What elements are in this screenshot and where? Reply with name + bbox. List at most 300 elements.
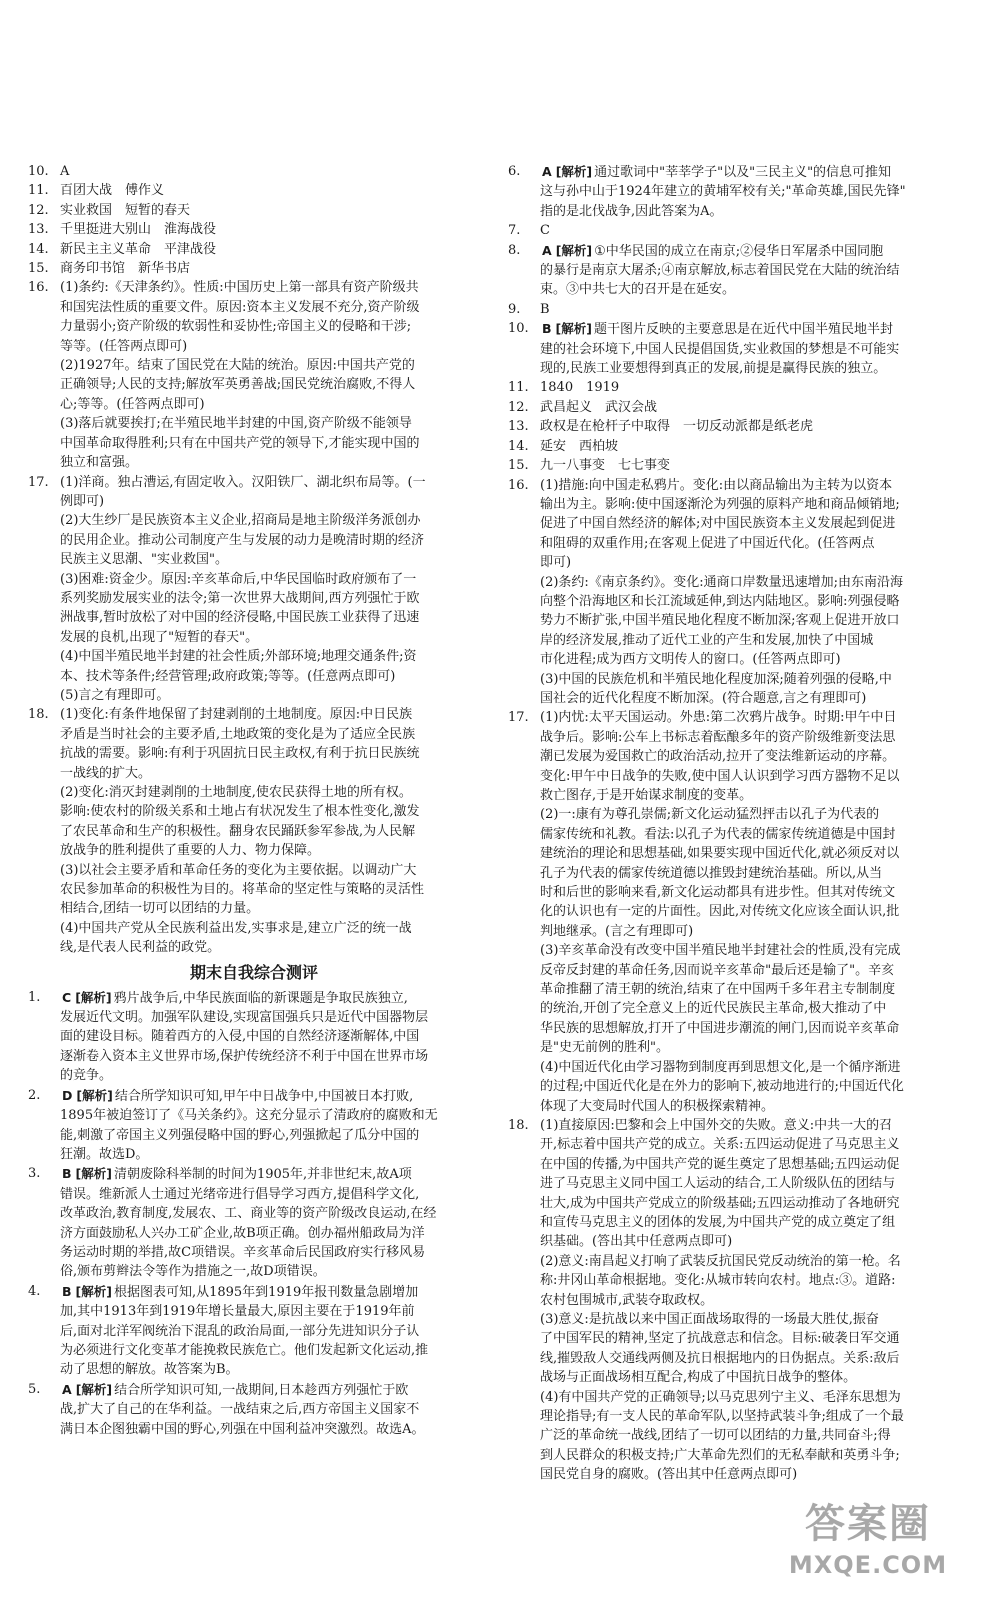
answer-line xyxy=(540,261,976,280)
answer-line xyxy=(540,631,976,650)
answer-line xyxy=(540,378,976,397)
line-text: 例即可) xyxy=(60,493,105,509)
question-number: 10. xyxy=(508,321,529,337)
answer-line xyxy=(540,241,976,261)
analysis-label: [解析] xyxy=(76,1087,113,1103)
answer-line xyxy=(540,495,976,514)
answer-line xyxy=(540,611,976,630)
line-text: 狂潮。故选D。 xyxy=(60,1146,149,1162)
analysis-label: [解析] xyxy=(75,1381,113,1397)
answer-line xyxy=(540,398,976,417)
answer-line xyxy=(60,531,480,550)
answer-text xyxy=(540,476,976,709)
answer-line xyxy=(540,902,976,921)
answer-line xyxy=(60,278,480,297)
answer-line xyxy=(540,1349,976,1368)
line-text: 政权是在枪杆子中取得 一切反动派都是纸老虎 xyxy=(540,419,814,435)
line-text: 是"史无前例的胜利"。 xyxy=(540,1040,669,1056)
line-text: 线,摧毁敌人交通线两侧及抗日根据地内的日伪据点。关系:敌后 xyxy=(540,1350,900,1366)
answer-line xyxy=(60,764,480,783)
question-number: 18. xyxy=(28,707,49,723)
answer-item xyxy=(28,1282,480,1380)
line-text: 救亡图存,于是开始谋求制度的变革。 xyxy=(540,788,753,803)
line-text: 放战争的胜利提供了重要的人力、物力保障。 xyxy=(60,843,321,859)
line-text: 九一八事变 七七事变 xyxy=(540,458,671,474)
question-number: 4. xyxy=(28,1283,41,1299)
answer-line xyxy=(540,1310,976,1329)
line-text: B xyxy=(540,301,550,317)
answer-item xyxy=(508,437,976,456)
line-text: 1895年被迫签订了《马关条约》。这充分显示了清政府的腐败和无 xyxy=(60,1108,438,1124)
answer-line xyxy=(540,1407,976,1426)
answer-line xyxy=(540,747,976,766)
answer-line xyxy=(540,1135,976,1154)
line-text: 错误。维新派人士通过光绪帝进行倡导学习西方,提倡科学文化, xyxy=(60,1186,420,1202)
answer-line xyxy=(60,1086,480,1106)
answer-line xyxy=(540,999,976,1018)
answer-line xyxy=(540,767,976,786)
answer-line xyxy=(60,744,480,763)
answer-item xyxy=(508,1116,976,1485)
line-text: 俗,颁布剪辫法令等作为措施之一,故D项错误。 xyxy=(60,1264,326,1280)
answer-line xyxy=(540,1174,976,1193)
line-text: 实业救国 短暂的春天 xyxy=(60,202,191,218)
answer-text xyxy=(60,988,480,1086)
question-number: 2. xyxy=(28,1087,41,1103)
answer-line xyxy=(60,511,480,530)
line-text: 1840 1919 xyxy=(540,380,620,396)
answer-item xyxy=(28,1086,480,1165)
question-number: 5. xyxy=(28,1381,41,1397)
line-text: 本、技术等条件;经营管理;政府政策;等等。(任意两点即可) xyxy=(60,668,396,684)
question-number: 16. xyxy=(28,280,49,296)
line-text: (1)条约:《天津条约》。性质:中国历史上第一部具有资产阶级共 xyxy=(60,280,419,296)
line-text: 指的是北伐战争,因此答案为A。 xyxy=(540,203,723,219)
answer-item xyxy=(28,1164,480,1281)
line-text: 为必须进行文化变革才能挽救民族危亡。他们发起新文化运动,推 xyxy=(60,1342,429,1358)
question-number: 13. xyxy=(28,222,49,238)
line-text: 心;等等。(任答两点即可) xyxy=(60,396,205,412)
line-text: (4)中国近代化由学习器物到制度再到思想文化,是一个循序渐进 xyxy=(540,1059,901,1075)
line-text: 的过程;中国近代化是在外力的影响下,被动地进行的;中国近代化 xyxy=(540,1079,904,1095)
answer-item xyxy=(28,181,480,200)
answer-line xyxy=(60,1360,480,1379)
answer-line xyxy=(540,573,976,592)
line-text: 即可) xyxy=(540,555,572,571)
line-text: 改革政治,教育制度,发展农、工、商业等的资产阶级改良运动,在经 xyxy=(60,1206,437,1222)
answer-text xyxy=(540,1116,976,1485)
answer-line xyxy=(540,689,976,708)
line-text: 后,面对北洋军阀统治下混乱的政治局面,一部分先进知识分子认 xyxy=(60,1323,420,1339)
answer-line xyxy=(60,1341,480,1360)
line-text: 和宣传马克思主义的团体的发展,为中国共产党的成立奠定了组 xyxy=(540,1214,896,1230)
answer-line xyxy=(60,1185,480,1204)
line-text: (1)直接原因:巴黎和会上中国外交的失败。意义:中共一大的召 xyxy=(540,1117,893,1133)
answer-line xyxy=(60,550,480,569)
line-text: (4)中国半殖民地半封建的社会性质;外部环境;地理交通条件;资 xyxy=(60,649,417,665)
line-text: 国社会的近代化程度不断加深。(符合题意,言之有理即可) xyxy=(540,690,867,706)
answer-line xyxy=(60,181,480,200)
answer-line xyxy=(540,437,976,456)
answer-line xyxy=(60,1008,480,1027)
answer-line xyxy=(540,1038,976,1057)
line-text: 发展的良机,出现了"短暂的春天"。 xyxy=(60,629,259,645)
answer-choice: B xyxy=(62,1283,72,1299)
answer-line xyxy=(60,1047,480,1066)
line-text: 广泛的革命统一战线,团结了一切可以团结的力量,共同奋斗;得 xyxy=(540,1428,891,1444)
line-text: 延安 西柏坡 xyxy=(540,438,619,454)
line-text: 武昌起义 武汉会战 xyxy=(540,399,658,415)
line-text: 相结合,团结一切可以团结的力量。 xyxy=(60,901,260,917)
answer-line xyxy=(60,453,480,472)
line-text: 清朝废除科举制的时间为1905年,并非世纪末,故A项 xyxy=(113,1167,412,1183)
answer-line xyxy=(540,534,976,553)
answer-text xyxy=(540,437,976,456)
answer-line xyxy=(60,220,480,239)
line-text: 革命推翻了清王朝的统治,结束了在中国两千多年君主专制制度 xyxy=(540,982,896,998)
answer-line xyxy=(540,864,976,883)
line-text: 化的认识也有一定的片面性。因此,对传统文化应该全面认识,批 xyxy=(540,904,900,920)
line-text: (2)一:康有为尊孔崇儒;新文化运动猛烈抨击以孔子为代表的 xyxy=(540,807,880,823)
answer-line xyxy=(540,825,976,844)
answer-text xyxy=(60,220,480,239)
answer-line xyxy=(60,589,480,608)
question-number: 16. xyxy=(508,477,529,493)
answer-line xyxy=(540,1271,976,1290)
line-text: 中国革命取得胜利;只有在中国共产党的领导下,才能实现中国的 xyxy=(60,435,420,451)
line-text: 一战线的扩大。 xyxy=(60,765,152,781)
answer-line xyxy=(540,941,976,960)
line-text: (2)条约:《南京条约》。变化:通商口岸数量迅速增加;由东南沿海 xyxy=(540,574,904,590)
answer-line xyxy=(60,434,480,453)
answer-line xyxy=(60,395,480,414)
answer-line xyxy=(60,1400,480,1419)
line-text: (3)意义:是抗战以来中国正面战场取得的一场最大胜仗,振奋 xyxy=(540,1311,879,1327)
answer-line xyxy=(60,1282,480,1302)
answer-item xyxy=(28,705,480,957)
question-number: 8. xyxy=(508,242,521,258)
answer-item xyxy=(508,300,976,319)
watermark-logo xyxy=(748,1498,988,1594)
answer-line xyxy=(540,1252,976,1271)
answer-line xyxy=(60,628,480,647)
answer-line xyxy=(540,844,976,863)
line-text: 正确领导;人民的支持;解放军英勇善战;国民党统治腐败,不得人 xyxy=(60,377,416,393)
answer-item xyxy=(508,319,976,378)
answer-line xyxy=(60,1243,480,1262)
left-column xyxy=(28,162,480,1439)
answer-text xyxy=(60,162,480,181)
question-number: 14. xyxy=(508,438,529,454)
answer-line xyxy=(540,1058,976,1077)
line-text: 满日本企图独霸中国的野心,列强在中国利益冲突激烈。故选A。 xyxy=(60,1421,425,1437)
line-text: (2)大生纱厂是民族资本主义企业,招商局是地主阶级洋务派创办 xyxy=(60,513,421,529)
answer-line xyxy=(540,1077,976,1096)
answer-line xyxy=(60,1262,480,1281)
answer-line xyxy=(60,492,480,511)
answer-text xyxy=(540,417,976,436)
answer-line xyxy=(540,340,976,359)
answer-line xyxy=(60,1224,480,1243)
answer-choice: A xyxy=(542,242,552,258)
line-text: (5)言之有理即可。 xyxy=(60,687,170,703)
question-number: 13. xyxy=(508,419,529,435)
analysis-label: [解析] xyxy=(555,321,592,337)
answer-text xyxy=(60,1282,480,1380)
answer-item xyxy=(508,417,976,436)
answer-line xyxy=(540,300,976,319)
answer-text xyxy=(540,319,976,378)
answer-line xyxy=(60,1126,480,1145)
answer-line xyxy=(540,1213,976,1232)
question-number: 11. xyxy=(508,380,529,396)
line-text: 进了马克思主义同中国工人运动的结合,工人阶级队伍的团结与 xyxy=(540,1176,896,1192)
answer-line xyxy=(60,375,480,394)
answer-item xyxy=(28,259,480,278)
answer-line xyxy=(540,514,976,533)
answer-item xyxy=(28,473,480,706)
answer-text xyxy=(60,240,480,259)
answer-text xyxy=(60,705,480,957)
line-text: 变化:甲午中日战争的失败,使中国人认识到学习西方器物不足以 xyxy=(540,768,900,784)
answer-line xyxy=(540,1426,976,1445)
answer-line xyxy=(60,705,480,724)
answer-choice: B xyxy=(542,321,552,337)
answer-choice: C xyxy=(62,989,72,1005)
line-text: (3)困难:资金少。原因:辛亥革命后,中华民国临时政府颁布了一 xyxy=(60,571,417,587)
line-text: 束。③中共七大的召开是在延安。 xyxy=(540,282,736,298)
section-title: 期末自我综合测评 xyxy=(189,962,318,982)
line-text: (1)内忧:太平天国运动。外患:第二次鸦片战争。时期:甲午中日 xyxy=(540,710,897,726)
question-number: 15. xyxy=(508,458,529,474)
answer-line xyxy=(60,861,480,880)
line-text: 到人民群众的积极支持;广大革命先烈们的无私奉献和英勇斗争; xyxy=(540,1447,900,1463)
answer-line xyxy=(60,899,480,918)
question-number: 6. xyxy=(508,164,521,179)
answer-line xyxy=(60,1380,480,1400)
line-text: (3)以社会主要矛盾和革命任务的变化为主要依据。以调动广大 xyxy=(60,862,417,878)
line-text: 线,是代表人民利益的政党。 xyxy=(60,940,221,956)
answer-line xyxy=(540,980,976,999)
answer-line xyxy=(540,650,976,669)
answer-line xyxy=(540,162,976,182)
line-text: 根据图表可知,从1895年到1919年报刊数量急剧增加 xyxy=(113,1284,419,1300)
answer-line xyxy=(60,725,480,744)
line-text: 理论指导;有一支人民的革命军队,以坚持武装斗争;组成了一个最 xyxy=(540,1409,904,1424)
line-text: 影响:使农村的阶级关系和土地占有状况发生了根本性变化,激发 xyxy=(60,804,420,820)
answer-line xyxy=(540,1291,976,1310)
answer-line xyxy=(540,456,976,475)
answer-line xyxy=(540,1097,976,1116)
line-text: 洲战事,暂时放松了对中国的经济侵略,中国民族工业获得了迅速 xyxy=(60,610,420,626)
answer-line xyxy=(540,202,976,221)
answer-line xyxy=(60,414,480,433)
answer-line xyxy=(540,1116,976,1135)
line-text: 战场与正面战场相互配合,构成了中国抗日战争的整体。 xyxy=(540,1370,857,1386)
line-text: 建的社会环境下,中国人民提倡国货,实业救国的梦想是不可能实 xyxy=(540,341,900,357)
line-text: 向整个沿海地区和长江流域延伸,到达内陆地区。影响:列强侵略 xyxy=(540,593,900,609)
line-text: 和阻碍的双重作用;在客观上促进了中国近代化。(任答两点 xyxy=(540,535,875,551)
line-text: 岸的经济发展,推动了近代工业的产生和发展,加快了中国城 xyxy=(540,632,874,648)
line-text: 市化进程;成为西方文明传人的窗口。(任答两点即可) xyxy=(540,652,841,668)
answer-line xyxy=(540,1194,976,1213)
line-text: 了农民革命和生产的积极性。翻身农民踊跃参军参战,为人民解 xyxy=(60,823,416,839)
question-number: 15. xyxy=(28,261,49,277)
analysis-label: [解析] xyxy=(555,164,593,179)
answer-line xyxy=(60,1066,480,1085)
line-text: 输出为主。影响:使中国逐渐沦为列强的原料产地和商品倾销地; xyxy=(540,496,900,512)
answer-line xyxy=(60,647,480,666)
answer-line xyxy=(540,1368,976,1387)
answer-text xyxy=(60,1380,480,1439)
line-text: 题干图片反映的主要意思是在近代中国半殖民地半封 xyxy=(593,322,893,338)
answer-line xyxy=(60,337,480,356)
watermark-text: 答案圈 xyxy=(805,1501,931,1547)
answer-line xyxy=(60,841,480,860)
line-text: 这与孙中山于1924年建立的黄埔军校有关;"革命英雄,国民先锋" xyxy=(540,184,906,200)
answer-line xyxy=(60,1322,480,1341)
line-text: 商务印书馆 新华书店 xyxy=(60,261,191,277)
answer-item xyxy=(28,278,480,472)
line-text: 独立和富强。 xyxy=(60,455,139,471)
answer-text xyxy=(60,278,480,472)
line-text: 潮已发展为爱国救亡的政治活动,拉开了变法维新运动的序幕。 xyxy=(540,749,896,765)
answer-line xyxy=(540,728,976,747)
answer-line xyxy=(60,473,480,492)
answer-line xyxy=(540,786,976,805)
line-text: 战,扩大了自己的在华利益。一战结束之后,西方帝国主义国家不 xyxy=(60,1402,420,1418)
line-text: 的暴行是南京大屠杀;④南京解放,标志着国民党在大陆的统治结 xyxy=(540,263,900,279)
answer-text xyxy=(60,181,480,200)
analysis-label: [解析] xyxy=(555,242,593,258)
line-text: 了中国军民的精神,坚定了抗战意志和信念。目标:破袭日军交通 xyxy=(540,1331,900,1347)
line-text: 和国宪法性质的重要文件。原因:资本主义发展不充分,资产阶级 xyxy=(60,299,420,315)
line-text: 抗战的需要。影响:有利于巩固抗日民主政权,有利于抗日民族统 xyxy=(60,746,420,762)
line-text: 建统治的理论和思想基础,如果要实现中国近代化,就必须反对以 xyxy=(540,846,900,862)
answer-item xyxy=(28,240,480,259)
answer-line xyxy=(60,988,480,1008)
answer-line xyxy=(60,783,480,802)
answer-line xyxy=(540,883,976,902)
line-text: 系列奖励发展实业的法令;第一次世界大战期间,西方列强忙于欧 xyxy=(60,590,420,606)
line-text: 通过歌词中"莘莘学子"以及"三民主义"的信息可推知 xyxy=(594,165,892,180)
answer-line xyxy=(60,240,480,259)
line-text: 开,标志着中国共产党的成立。关系:五四运动促进了马克思主义 xyxy=(540,1137,900,1153)
question-number: 7. xyxy=(508,223,521,239)
line-text: 面的建设目标。随着西方的入侵,中国的自然经济逐渐解体,中国 xyxy=(60,1029,420,1045)
line-text: (2)变化:消灭封建剥削的土地制度,使农民获得土地的所有权。 xyxy=(60,785,412,800)
question-number: 10. xyxy=(28,164,49,179)
answer-line xyxy=(540,708,976,727)
answer-item xyxy=(508,456,976,475)
answer-line xyxy=(540,359,976,378)
line-text: 结合所学知识可知,甲午中日战争中,中国被日本打败, xyxy=(114,1088,414,1104)
answer-line xyxy=(60,608,480,627)
line-text: A xyxy=(60,164,70,179)
line-text: 的竞争。 xyxy=(60,1068,113,1084)
analysis-label: [解析] xyxy=(75,989,112,1005)
answer-line xyxy=(60,686,480,705)
line-text: (2)1927年。结束了国民党在大陆的统治。原因:中国共产党的 xyxy=(60,358,415,374)
answer-text xyxy=(540,456,976,475)
answer-text xyxy=(60,201,480,220)
answer-line xyxy=(60,667,480,686)
answer-item xyxy=(508,221,976,240)
line-text: 矛盾是当时社会的主要矛盾,土地政策的变化是为了适应全民族 xyxy=(60,726,416,742)
answer-line xyxy=(540,476,976,495)
question-number: 9. xyxy=(508,301,521,317)
answer-line xyxy=(60,317,480,336)
answer-line xyxy=(540,1232,976,1251)
answer-line xyxy=(540,1155,976,1174)
line-text: 力量弱小;资产阶级的软弱性和妥协性;帝国主义的侵略和干涉; xyxy=(60,319,412,335)
line-text: 千里挺进大别山 淮海战役 xyxy=(60,222,217,238)
question-number: 14. xyxy=(28,241,49,257)
answer-line xyxy=(60,1420,480,1439)
question-number: 18. xyxy=(508,1117,529,1133)
answer-line xyxy=(540,319,976,339)
line-text: 判地继承。(言之有理即可) xyxy=(540,923,694,939)
line-text: 现的,民族工业要想得到真正的发展,前提是赢得民族的独立。 xyxy=(540,361,887,377)
line-text: 结合所学知识可知,一战期间,日本趁西方列强忙于欧 xyxy=(114,1382,409,1398)
line-text: 织基础。(答出其中任意两点即可) xyxy=(540,1234,733,1250)
answer-line xyxy=(540,417,976,436)
answer-item xyxy=(28,1380,480,1439)
line-text: 称:井冈山革命根据地。变化:从城市转向农村。地点:③。道路: xyxy=(540,1273,896,1289)
line-text: 动了思想的解放。故答案为B。 xyxy=(60,1362,239,1378)
answer-line xyxy=(60,919,480,938)
line-text: (2)意义:南昌起义打响了武装反抗国民党反动统治的第一枪。名 xyxy=(540,1253,901,1269)
answer-line xyxy=(60,201,480,220)
line-text: 孔子为代表的儒家传统道德以推毁封建统治基础。所以,从当 xyxy=(540,865,883,881)
answer-line xyxy=(60,1106,480,1125)
line-text: 在中国的传播,为中国共产党的诞生奠定了思想基础;五四运动促 xyxy=(540,1156,900,1172)
question-number: 3. xyxy=(28,1166,41,1182)
line-text: (1)措施:向中国走私鸦片。变化:由以商品输出为主转为以资本 xyxy=(540,477,893,493)
answer-text xyxy=(540,300,976,319)
question-number: 1. xyxy=(28,989,41,1005)
answer-text xyxy=(540,162,976,221)
answer-item xyxy=(508,398,976,417)
answer-line xyxy=(540,280,976,299)
answer-item xyxy=(28,201,480,220)
line-text: (1)洋商。独占漕运,有固定收入。汉阳铁厂、湖北织布局等。(一 xyxy=(60,474,426,490)
answer-line xyxy=(60,1302,480,1321)
question-number: 12. xyxy=(28,202,49,218)
line-text: 农民参加革命的积极性为目的。将革命的坚定性与策略的灵活性 xyxy=(60,882,425,898)
line-text: ①中华民国的成立在南京;②侵华日军屠杀中国同胞 xyxy=(594,243,884,259)
analysis-label: [解析] xyxy=(75,1283,112,1299)
analysis-label: [解析] xyxy=(75,1166,112,1182)
answer-line xyxy=(540,805,976,824)
answer-line xyxy=(540,1465,976,1484)
answer-item xyxy=(28,162,480,181)
answer-line xyxy=(60,570,480,589)
answer-item xyxy=(508,476,976,709)
answer-choice: D xyxy=(62,1087,73,1103)
answer-line xyxy=(540,961,976,980)
answer-line xyxy=(60,938,480,957)
line-text: 发展近代文明。加强军队建设,实现富国强兵只是近代中国器物层 xyxy=(60,1010,429,1026)
answer-text xyxy=(540,378,976,397)
answer-line xyxy=(60,1164,480,1184)
answer-choice: A xyxy=(62,1381,72,1397)
line-text: 新民主主义革命 平津战役 xyxy=(60,241,217,257)
line-text: (4)中国共产党从全民族利益出发,实事求是,建立广泛的统一战 xyxy=(60,920,412,936)
answer-text xyxy=(60,1086,480,1165)
answer-text xyxy=(540,708,976,1116)
right-column xyxy=(508,162,976,1485)
